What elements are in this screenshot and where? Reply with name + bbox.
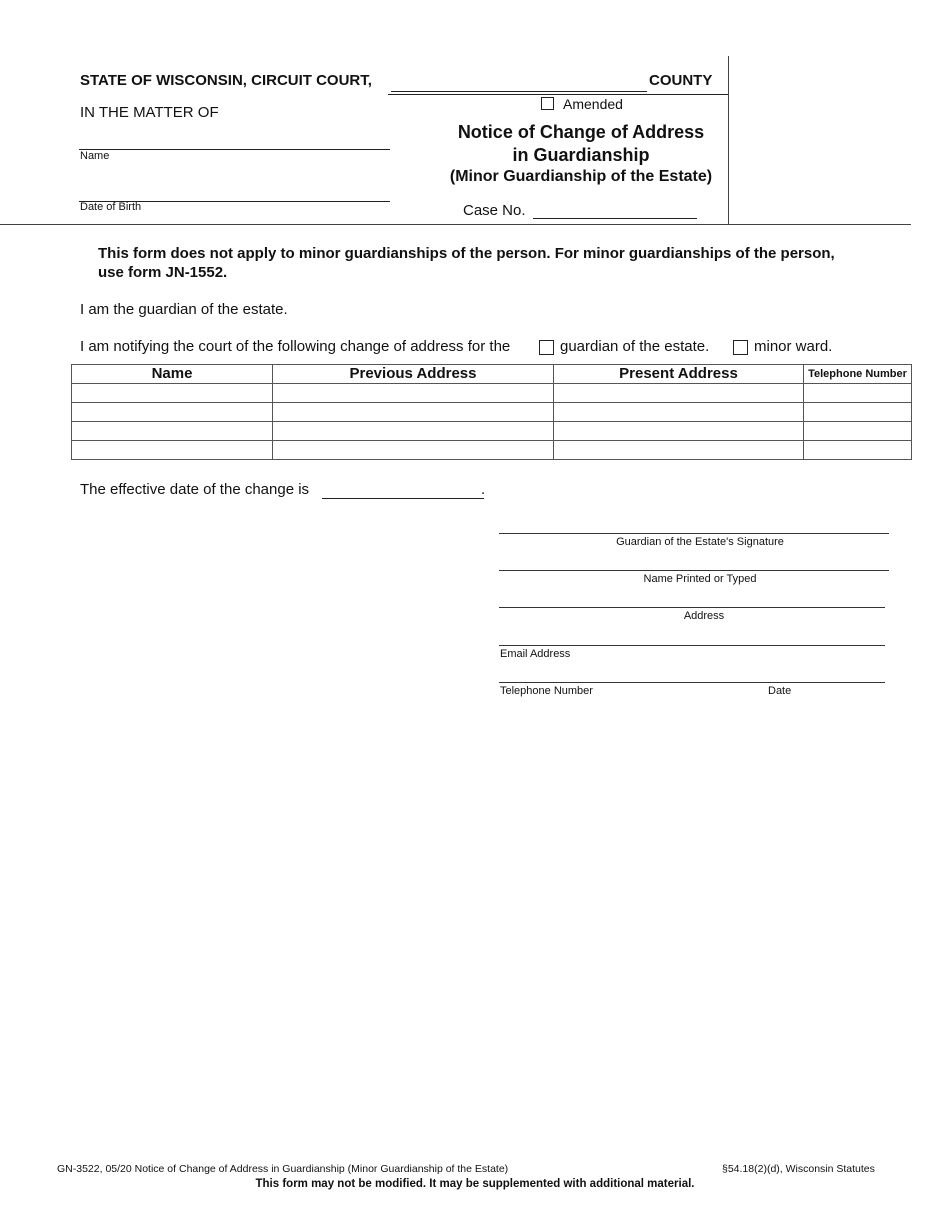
- address-label: Address: [683, 610, 725, 622]
- table-row: [72, 422, 912, 441]
- table-cell[interactable]: [72, 422, 273, 441]
- notice-line2: use form JN-1552.: [98, 264, 228, 281]
- amended-checkbox[interactable]: [541, 97, 554, 110]
- county-label: COUNTY: [649, 72, 713, 89]
- header-divider-top: [388, 94, 728, 95]
- notifying-text: I am notifying the court of the following change of address for the: [80, 338, 511, 355]
- table-cell[interactable]: [554, 384, 804, 403]
- date-of-birth-field[interactable]: [79, 182, 390, 202]
- table-cell[interactable]: [554, 403, 804, 422]
- footer-form-id: GN-3522, 05/20 Notice of Change of Address in Guardianship (Minor Guardianship of the Estate): [57, 1163, 509, 1175]
- name-printed-line[interactable]: [499, 570, 889, 571]
- table-cell[interactable]: [72, 441, 273, 460]
- telephone-label: Telephone Number: [500, 685, 593, 697]
- email-label: Email Address: [500, 648, 571, 660]
- date-label: Date: [768, 685, 792, 697]
- table-cell[interactable]: [273, 384, 554, 403]
- column-header-previous-address: Previous Address: [273, 365, 554, 384]
- effective-date-text: The effective date of the change is: [80, 481, 310, 498]
- notice-line1: This form does not apply to minor guardianships of the person. For minor guardianships of the person,: [98, 245, 835, 262]
- table-cell[interactable]: [804, 441, 912, 460]
- table-row: [72, 441, 912, 460]
- guardian-of-estate-checkbox[interactable]: [539, 340, 554, 355]
- option-minor-label: minor ward.: [754, 338, 833, 355]
- table-cell[interactable]: [554, 441, 804, 460]
- court-prefix: STATE OF WISCONSIN, CIRCUIT COURT,: [80, 72, 372, 89]
- column-header-present-address: Present Address: [554, 365, 804, 384]
- form-title-line2: in Guardianship: [512, 145, 650, 165]
- signature-line[interactable]: [499, 533, 889, 534]
- table-cell[interactable]: [804, 403, 912, 422]
- table-cell[interactable]: [72, 384, 273, 403]
- email-line[interactable]: [499, 645, 885, 646]
- table-cell[interactable]: [804, 422, 912, 441]
- form-title-line3: (Minor Guardianship of the Estate): [449, 168, 713, 185]
- table-cell[interactable]: [273, 441, 554, 460]
- footer-modification-notice: This form may not be modified. It may be supplemented with additional material.: [255, 1178, 695, 1190]
- name-printed-label: Name Printed or Typed: [643, 573, 757, 585]
- county-field[interactable]: [391, 72, 647, 92]
- address-change-table: [71, 364, 912, 460]
- table-cell[interactable]: [72, 403, 273, 422]
- table-cell[interactable]: [554, 422, 804, 441]
- name-field[interactable]: [79, 130, 390, 150]
- in-the-matter-of: IN THE MATTER OF: [80, 104, 219, 121]
- table-row: [72, 384, 912, 403]
- case-no-label: Case No.: [463, 202, 526, 219]
- table-cell[interactable]: [273, 403, 554, 422]
- guardian-statement: I am the guardian of the estate.: [80, 301, 288, 318]
- table-cell[interactable]: [804, 384, 912, 403]
- table-cell[interactable]: [273, 422, 554, 441]
- footer-statute: §54.18(2)(d), Wisconsin Statutes: [722, 1163, 875, 1175]
- table-header-row: [72, 365, 912, 384]
- effective-date-period: .: [481, 481, 486, 498]
- effective-date-field[interactable]: [322, 479, 484, 499]
- option-guardian-label: guardian of the estate.: [560, 338, 710, 355]
- minor-ward-checkbox[interactable]: [733, 340, 748, 355]
- name-label: Name: [80, 150, 110, 162]
- case-no-field[interactable]: [533, 199, 697, 219]
- column-header-name: Name: [72, 365, 273, 384]
- amended-label: Amended: [563, 96, 623, 112]
- dob-label: Date of Birth: [80, 201, 142, 213]
- address-line[interactable]: [499, 607, 885, 608]
- telephone-date-line[interactable]: [499, 682, 885, 683]
- form-title-line1: Notice of Change of Address: [457, 122, 705, 142]
- column-header-telephone: Telephone Number: [804, 365, 912, 384]
- table-row: [72, 403, 912, 422]
- header-divider-bottom: [0, 224, 911, 225]
- signature-label: Guardian of the Estate's Signature: [616, 536, 784, 548]
